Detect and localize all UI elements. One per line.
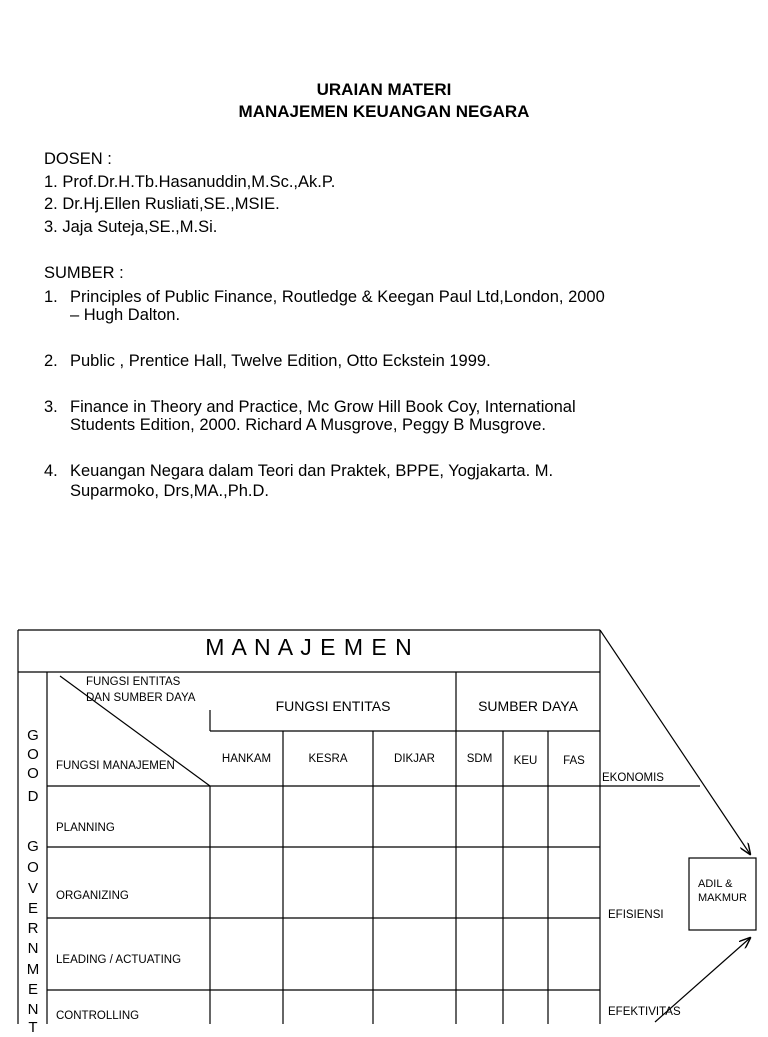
column-header: DIKJAR <box>394 753 435 765</box>
corner-label-bottom: FUNGSI MANAJEMEN <box>56 760 175 772</box>
dosen-item: 2. Dr.Hj.Ellen Rusliati,SE.,MSIE. <box>44 195 280 213</box>
vertical-letter: O <box>27 859 39 876</box>
row-label: LEADING / ACTUATING <box>56 954 182 966</box>
sumber-item-line: – Hugh Dalton. <box>70 306 181 324</box>
management-diagram <box>0 600 768 1036</box>
dosen-label: DOSEN : <box>44 150 112 168</box>
column-header: FAS <box>563 755 585 767</box>
diagram-title: M A N A J E M E N <box>205 634 413 660</box>
vertical-letter: N <box>27 1001 39 1018</box>
doc-title: URAIAN MATERI <box>316 80 452 99</box>
doc-subtitle: MANAJEMEN KEUANGAN NEGARA <box>238 102 530 121</box>
sumber-item-line: Students Edition, 2000. Richard A Musgrove, Peggy B Musgrove. <box>70 416 547 434</box>
sumber-item-line: Principles of Public Finance, Routledge & Keegan Paul Ltd,London, 2000 <box>70 288 605 306</box>
row-label: ORGANIZING <box>56 890 129 902</box>
result-label: MAKMUR <box>698 892 747 904</box>
vertical-letter: D <box>27 788 39 805</box>
vertical-letter: O <box>27 746 39 763</box>
dosen-item: 3. Jaja Suteja,SE.,M.Si. <box>44 218 218 236</box>
corner-label-top: DAN SUMBER DAYA <box>86 692 196 704</box>
sumber-item-line: Keuangan Negara dalam Teori dan Praktek, BPPE, Yogjakarta. M. <box>70 462 554 480</box>
sumber-num: 4. <box>44 462 58 480</box>
sumber-item-line: Public , Prentice Hall, Twelve Edition, Otto Eckstein 1999. <box>70 352 491 370</box>
vertical-letter: E <box>27 900 38 917</box>
outcome-label: EFISIENSI <box>608 909 664 921</box>
sumber-item-line: Suparmoko, Drs,MA.,Ph.D. <box>70 482 269 500</box>
group-sumber: SUMBER DAYA <box>478 698 578 714</box>
result-label: ADIL & <box>698 878 733 890</box>
vertical-letter: R <box>27 920 39 937</box>
vertical-letter: G <box>27 838 39 855</box>
sumber-num: 2. <box>44 352 58 370</box>
column-header: KESRA <box>308 753 348 765</box>
sumber-num: 1. <box>44 288 58 306</box>
column-header: SDM <box>466 753 493 765</box>
vertical-letter: N <box>27 940 39 957</box>
corner-label-top: FUNGSI ENTITAS <box>86 676 181 688</box>
vertical-letter: O <box>27 765 39 782</box>
outcome-label: EKONOMIS <box>602 772 664 784</box>
row-label: PLANNING <box>56 822 115 834</box>
dosen-item: 1. Prof.Dr.H.Tb.Hasanuddin,M.Sc.,Ak.P. <box>44 173 336 191</box>
vertical-letter: G <box>27 727 39 744</box>
row-label: CONTROLLING <box>56 1010 140 1022</box>
group-entitas: FUNGSI ENTITAS <box>275 698 391 714</box>
sumber-item-line: Finance in Theory and Practice, Mc Grow Hill Book Coy, International <box>70 398 576 416</box>
sumber-num: 3. <box>44 398 58 416</box>
vertical-letter: M <box>26 961 40 978</box>
vertical-letter: E <box>27 981 38 998</box>
vertical-letter: T <box>28 1019 38 1036</box>
column-header: KEU <box>513 755 538 767</box>
outcome-label: EFEKTIVITAS <box>608 1006 681 1018</box>
vertical-letter: V <box>27 880 38 897</box>
column-header: HANKAM <box>221 753 272 765</box>
sumber-label: SUMBER : <box>44 264 124 282</box>
